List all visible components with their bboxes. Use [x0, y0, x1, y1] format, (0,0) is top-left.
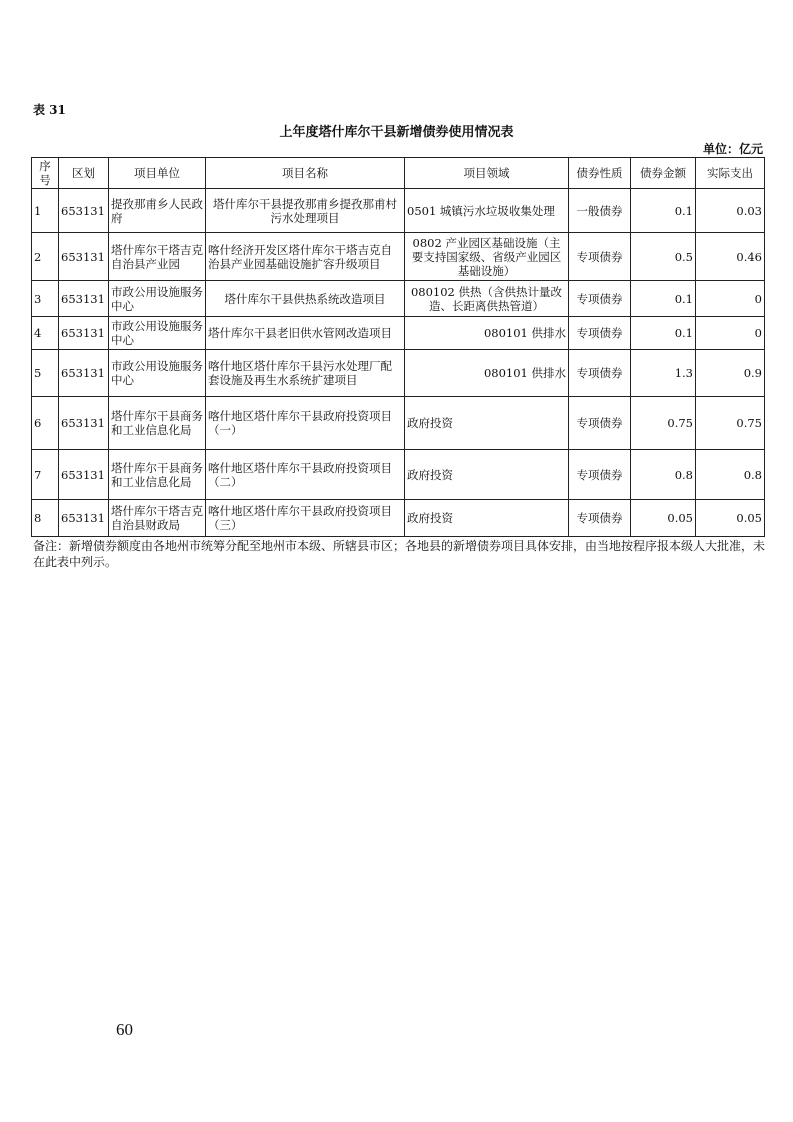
project-name: 塔什库尔干县老旧供水管网改造项目: [206, 317, 405, 350]
table-row: [32, 450, 765, 500]
project-field: 政府投资: [405, 397, 569, 450]
region-code: 653131: [59, 189, 109, 233]
table-row: [32, 500, 765, 537]
project-name: 塔什库尔干县供热系统改造项目: [206, 281, 405, 317]
bond-amount: 0.05: [631, 500, 696, 537]
row-number: 4: [32, 317, 59, 350]
project-unit: 塔什库尔干县商务和工业信息化局: [109, 397, 206, 450]
column-header: 项目单位: [109, 158, 206, 189]
table-row: [32, 317, 765, 350]
bond-nature: 专项债券: [569, 397, 631, 450]
actual-spending: 0.75: [696, 397, 765, 450]
bond-nature: 一般债券: [569, 189, 631, 233]
project-unit: 提孜那甫乡人民政府: [109, 189, 206, 233]
project-unit: 塔什库尔干塔吉克自治县财政局: [109, 500, 206, 537]
unit-label: 单位：亿元: [702, 142, 763, 156]
bond-nature: 专项债券: [569, 281, 631, 317]
bond-nature: 专项债券: [569, 450, 631, 500]
project-unit: 市政公用设施服务中心: [109, 317, 206, 350]
region-code: 653131: [59, 397, 109, 450]
column-header: 序号: [32, 158, 59, 189]
actual-spending: 0: [696, 317, 765, 350]
row-number: 6: [32, 397, 59, 450]
project-unit: 塔什库尔干塔吉克自治县产业园: [109, 233, 206, 281]
project-name: 喀什地区塔什库尔干县政府投资项目（一）: [206, 397, 405, 450]
bond-amount: 0.1: [631, 317, 696, 350]
region-code: 653131: [59, 450, 109, 500]
table-number: 表 31: [33, 103, 66, 117]
project-field: 080101 供排水: [405, 350, 569, 397]
table-header-row: [32, 158, 765, 189]
debt-usage-table: [31, 157, 765, 537]
project-name: 喀什经济开发区塔什库尔干塔吉克自治县产业园基础设施扩容升级项目: [206, 233, 405, 281]
column-header: 债券金额: [631, 158, 696, 189]
row-number: 1: [32, 189, 59, 233]
project-name: 喀什地区塔什库尔干县政府投资项目（三）: [206, 500, 405, 537]
column-header: 项目名称: [206, 158, 405, 189]
bond-nature: 专项债券: [569, 500, 631, 537]
table-row: [32, 281, 765, 317]
table-row: [32, 233, 765, 281]
row-number: 3: [32, 281, 59, 317]
row-number: 5: [32, 350, 59, 397]
project-name: 塔什库尔干县提孜那甫乡提孜那甫村污水处理项目: [206, 189, 405, 233]
table-row: [32, 350, 765, 397]
column-header: 实际支出: [696, 158, 765, 189]
page-number: 60: [116, 1020, 133, 1039]
row-number: 7: [32, 450, 59, 500]
column-header: 债券性质: [569, 158, 631, 189]
column-header: 区划: [59, 158, 109, 189]
project-unit: 塔什库尔干县商务和工业信息化局: [109, 450, 206, 500]
table-row: [32, 397, 765, 450]
region-code: 653131: [59, 281, 109, 317]
project-field: 080101 供排水: [405, 317, 569, 350]
bond-amount: 0.1: [631, 189, 696, 233]
actual-spending: 0.03: [696, 189, 765, 233]
page-title: 上年度塔什库尔干县新增债券使用情况表: [279, 125, 514, 140]
bond-amount: 0.1: [631, 281, 696, 317]
region-code: 653131: [59, 500, 109, 537]
bond-amount: 0.75: [631, 397, 696, 450]
project-field: 政府投资: [405, 500, 569, 537]
region-code: 653131: [59, 317, 109, 350]
bond-nature: 专项债券: [569, 350, 631, 397]
project-field: 政府投资: [405, 450, 569, 500]
row-number: 8: [32, 500, 59, 537]
project-name: 喀什地区塔什库尔干县污水处理厂配套设施及再生水系统扩建项目: [206, 350, 405, 397]
bond-amount: 0.5: [631, 233, 696, 281]
bond-nature: 专项债券: [569, 233, 631, 281]
bond-nature: 专项债券: [569, 317, 631, 350]
region-code: 653131: [59, 233, 109, 281]
actual-spending: 0.46: [696, 233, 765, 281]
region-code: 653131: [59, 350, 109, 397]
project-unit: 市政公用设施服务中心: [109, 350, 206, 397]
column-header: 项目领域: [405, 158, 569, 189]
actual-spending: 0.05: [696, 500, 765, 537]
table-note: 备注：新增债券额度由各地州市统筹分配至地州市本级、所辖县市区；各地县的新增债券项目具体安排，由当地按程序报本级人大批准，未在此表中列示。: [33, 539, 766, 569]
project-field: 0501 城镇污水垃圾收集处理: [405, 189, 569, 233]
actual-spending: 0.8: [696, 450, 765, 500]
actual-spending: 0: [696, 281, 765, 317]
bond-amount: 1.3: [631, 350, 696, 397]
row-number: 2: [32, 233, 59, 281]
project-field: 0802 产业园区基础设施（主要支持国家级、省级产业园区基础设施）: [405, 233, 569, 281]
project-name: 喀什地区塔什库尔干县政府投资项目（二）: [206, 450, 405, 500]
bond-amount: 0.8: [631, 450, 696, 500]
actual-spending: 0.9: [696, 350, 765, 397]
project-unit: 市政公用设施服务中心: [109, 281, 206, 317]
table-row: [32, 189, 765, 233]
project-field: 080102 供热（含供热计量改造、长距离供热管道）: [405, 281, 569, 317]
